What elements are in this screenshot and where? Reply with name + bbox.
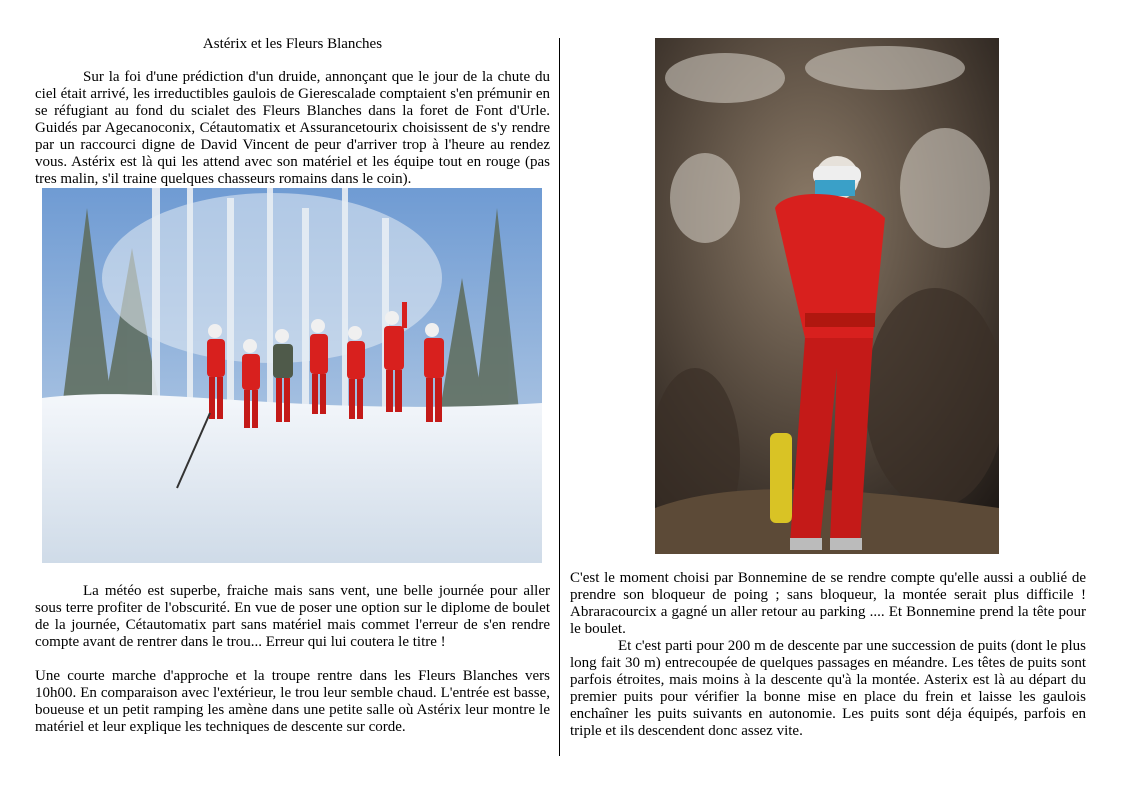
group-photo (42, 188, 542, 563)
column-divider (559, 38, 560, 756)
article-title: Astérix et les Fleurs Blanches (202, 36, 383, 52)
caver-photo (655, 38, 999, 554)
bonnemine-paragraph: C'est le moment choisi par Bonnemine de se rendre compte qu'elle aussi a oublié de prendre son bloqueur de poing ; sans bloqueur, la montée serait plus difficile ! Abraracourcix a gagné un aller retour au parking .... Et Bonnemine prend la tête pour le boulet. (570, 570, 1086, 637)
weather-paragraph: La météo est superbe, fraiche mais sans vent, une belle journée pour aller sous terre profiter de l'obscurité. En vue de poser une option sur le diplome de boulet de la journée, Cétautomatix part sans matériel mais commet l'erreur de s'en rendre compte avant de rentrer dans le trou... Erreur qui lui coutera le titre ! (35, 583, 550, 650)
descent-paragraph: Et c'est parti pour 200 m de descente par une succession de puits (dont le plus long fait 30 m) entrecoupée de quelques passages en méandre. Les têtes de puits sont parfois étroites, mais moins à la descente qu'à la montée. Asterix est là au départ du premier puits pour vérifier la bonne mise en place du frein et laisse les gaulois enchaîner les puits suivants en autonomie. Les puits sont déja équipés, parfois en triple et ils descendent donc assez vite. (570, 638, 1086, 739)
approach-paragraph: Une courte marche d'approche et la troupe rentre dans les Fleurs Blanches vers 10h00. En comparaison avec l'extérieur, le trou leur semble chaud. L'entrée est basse, boueuse et un petit ramping les amène dans une petite salle où Astérix leur montre le matériel et leur explique les techniques de descente sur corde. (35, 668, 550, 735)
left-column (35, 36, 550, 736)
intro-paragraph: Sur la foi d'une prédiction d'un druide, annonçant que le jour de la chute du ciel était arrivé, les irreductibles gaulois de Gierescalade comptaient s'en prémunir en se réfugiant au fond du scialet des Fleurs Blanches dans la foret de Font d'Urle. Guidés par Agecanoconix, Cétautomatix et Assurancetourix choisissent de s'y rendre par un raccourci digne de David Vincent de peur d'arriver trop à l'heure au rendez vous. Astérix est là qui les attend avec son matériel et les équipe tout en rouge (pas tres malin, s'il traine quelques chasseurs romains dans le coin). (35, 69, 550, 187)
right-column (570, 38, 1086, 740)
